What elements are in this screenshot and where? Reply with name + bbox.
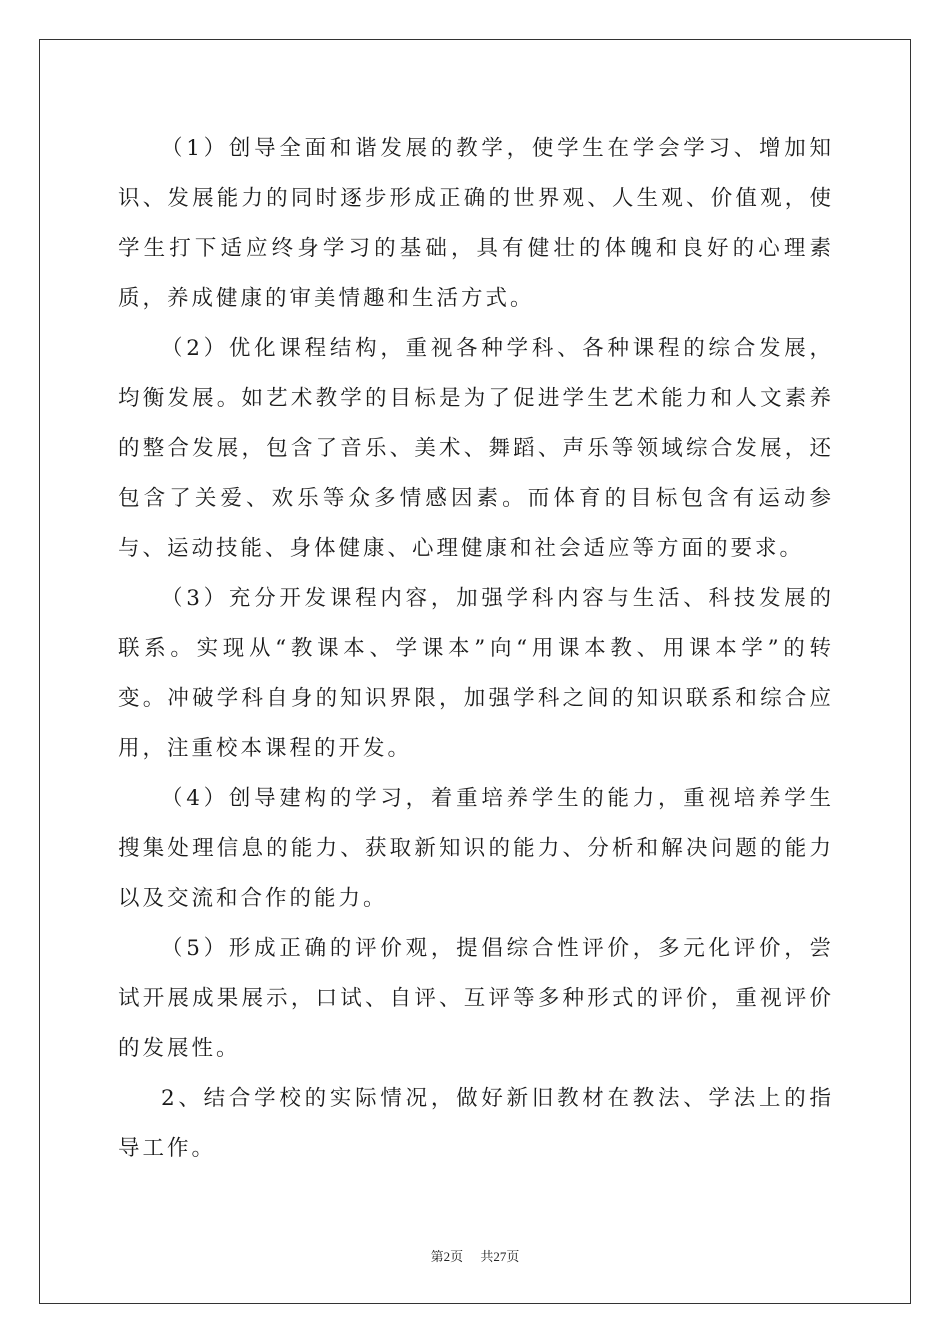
paragraph-item-5: （5）形成正确的评价观，提倡综合性评价，多元化评价，尝试开展成果展示，口试、自评、互评等多种形式的评价，重视评价的发展性。 xyxy=(118,936,834,1061)
page-footer xyxy=(0,1246,950,1265)
page-number: 第2页 xyxy=(430,1249,464,1264)
paragraph-item-4: （4）创导建构的学习，着重培养学生的能力，重视培养学生搜集处理信息的能力、获取新知识的能力、分析和解决问题的能力以及交流和合作的能力。 xyxy=(118,786,834,911)
total-pages: 共27页 xyxy=(480,1249,520,1264)
paragraph-item-1: （1）创导全面和谐发展的教学，使学生在学会学习、增加知识、发展能力的同时逐步形成正确的世界观、人生观、价值观，使学生打下适应终身学习的基础，具有健壮的体魄和良好的心理素质，养成健康的审美情趣和生活方式。 xyxy=(118,136,834,311)
document-body xyxy=(118,124,834,1174)
paragraph-item-3: （3）充分开发课程内容，加强学科内容与生活、科技发展的联系。实现从“教课本、学课本”向“用课本教、用课本学”的转变。冲破学科自身的知识界限，加强学科之间的知识联系和综合应用，注重校本课程的开发。 xyxy=(118,586,834,761)
paragraph-item-2: （2）优化课程结构，重视各种学科、各种课程的综合发展，均衡发展。如艺术教学的目标是为了促进学生艺术能力和人文素养的整合发展，包含了音乐、美术、舞蹈、声乐等领域综合发展，还包含了关爱、欢乐等众多情感因素。而体育的目标包含有运动参与、运动技能、身体健康、心理健康和社会适应等方面的要求。 xyxy=(118,336,834,561)
paragraph-section-2: 2、结合学校的实际情况，做好新旧教材在教法、学法上的指导工作。 xyxy=(118,1086,834,1161)
